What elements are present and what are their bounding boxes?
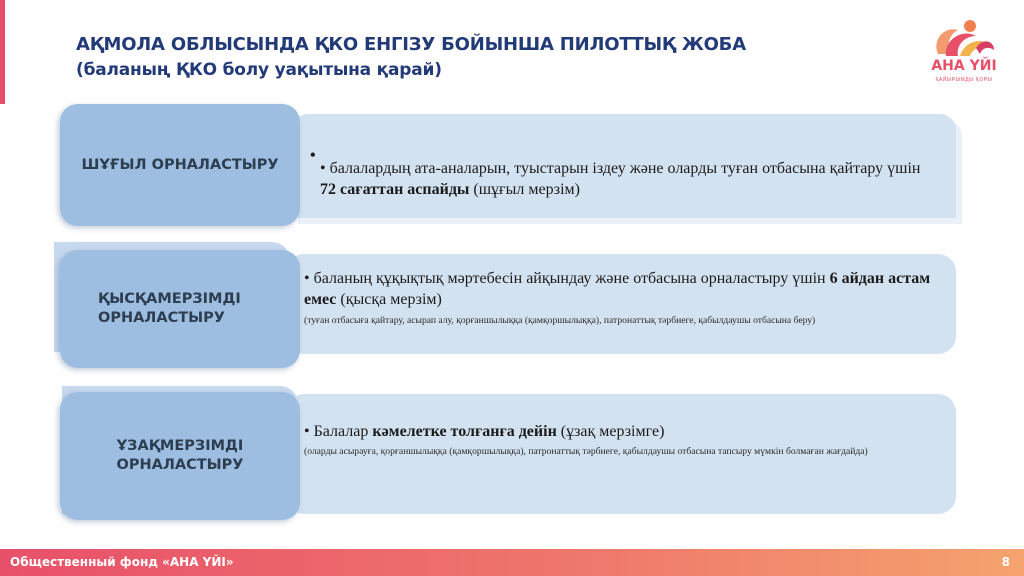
footer-bar <box>0 549 1024 576</box>
short-term-placement-label <box>60 250 300 368</box>
short-term-label-line1: ҚЫСҚАМЕРЗІМДІ <box>98 291 241 307</box>
footer-organization: Общественный фонд «АНА ҮЙІ» <box>10 555 234 569</box>
long-term-text-part: Балалар <box>313 423 373 440</box>
short-term-text-tail: (қысқа мерзім) <box>336 291 442 308</box>
urgent-placement-label-text: ШҰҒЫЛ ОРНАЛАСТЫРУ <box>81 156 279 173</box>
urgent-placement-label <box>60 104 300 226</box>
slide-title: АҚМОЛА ОБЛЫСЫНДА ҚКО ЕНГІЗУ БОЙЫНША ПИЛОТТЫҚ ЖОБА <box>76 34 746 55</box>
short-term-text-part: баланың құқықтық мәртебесін айқындау және отбасына орналастыру үшін <box>313 270 830 287</box>
long-term-text-bold: кәмелетке толғанға дейін <box>372 423 557 440</box>
stray-bullet-mark: • <box>310 147 316 164</box>
left-accent-bar <box>0 0 5 104</box>
short-term-text-bold: 6 айдан астам емес <box>304 270 931 308</box>
long-term-placement-text: • Балалар кәмелетке толғанға дейін (ұзақ мерзімге) <box>304 423 665 440</box>
logo-tagline: ҚАЙЫРЫМДЫ ҚОРЫ <box>935 77 993 83</box>
urgent-text-part: балалардың ата-аналарын, туыстарын іздеу және оларды туған отбасына қайтару үшін <box>329 160 921 177</box>
logo-emblem-icon <box>924 14 1004 64</box>
short-term-label-line2: ОРНАЛАСТЫРУ <box>98 310 225 326</box>
long-term-label-line2: ОРНАЛАСТЫРУ <box>116 457 244 473</box>
long-term-text-tail: (ұзақ мерзімге) <box>556 423 665 440</box>
urgent-text-bold: 72 сағаттан аспайды <box>320 181 470 198</box>
slide-subtitle: (баланың ҚКО болу уақытына қарай) <box>76 60 442 80</box>
page-number: 8 <box>1001 555 1010 569</box>
ana-uyi-logo <box>924 14 1004 94</box>
urgent-placement-text: • балалардың ата-аналарын, туыстарын іздеу және оларды туған отбасына қайтару үшін 72 сағаттан аспайды (шұғыл мерзім) <box>320 160 921 198</box>
short-term-note: (туған отбасыға қайтару, асырап алу, қорғаншылыққа (қамқоршылыққа), патронаттық тәрбиеге, қабылдаушы отбасына беру) <box>304 315 816 326</box>
short-term-placement-text: • баланың құқықтық мәртебесін айқындау және отбасына орналастыру үшін 6 айдан астам емес (қысқа мерзім) <box>304 270 931 308</box>
long-term-placement-label <box>60 392 300 520</box>
long-term-label-line1: ҰЗАҚМЕРЗІМДІ <box>116 438 244 454</box>
urgent-text-tail: (шұғыл мерзім) <box>469 181 580 198</box>
long-term-note: (оларды асырауға, қорғаншылыққа (қамқоршылыққа), патронаттық тәрбиеге, қабылдаушы отбасына тапсыру мүмкін болмаған жағдайда) <box>304 446 868 457</box>
logo-name: АНА ҮЙІ <box>931 58 997 74</box>
